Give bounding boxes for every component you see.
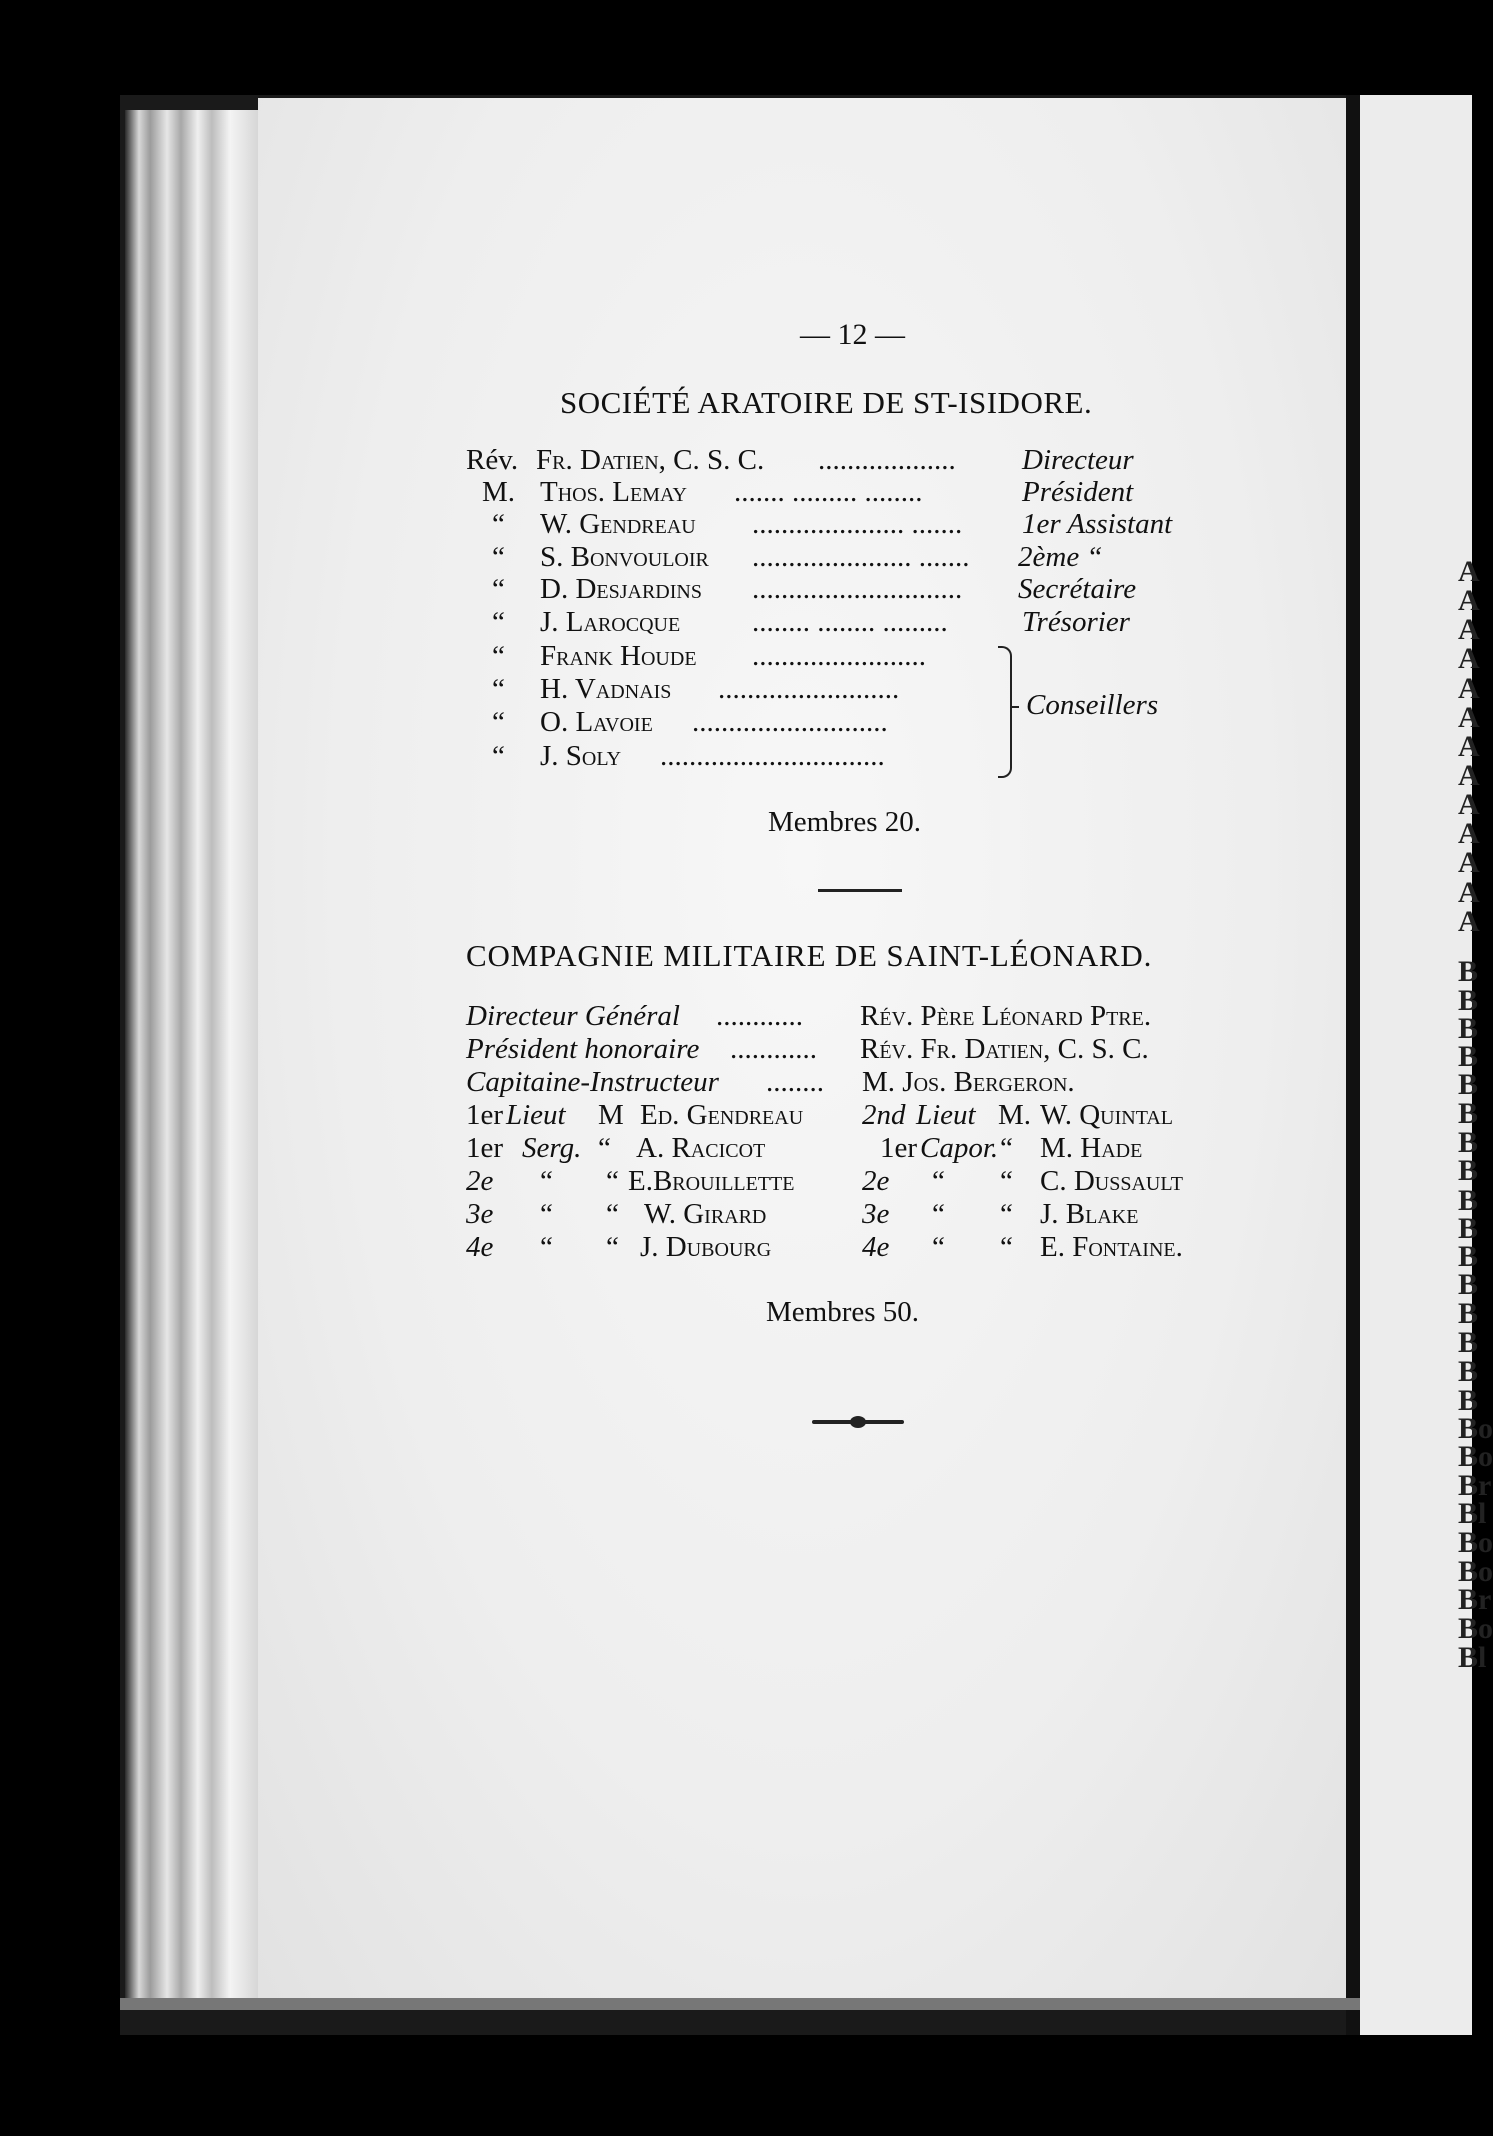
officer-dots-1: ............	[730, 1033, 817, 1065]
officer-name-6: Frank Houde	[540, 640, 697, 672]
officer-role-2: 1er Assistant	[1022, 508, 1173, 540]
rank-right-mark-2: “	[1000, 1165, 1013, 1197]
adjacent-page-letter: B	[1458, 1068, 1479, 1101]
rank-left-4: 4e	[466, 1231, 494, 1263]
officer-name-5: J. Larocque	[540, 606, 681, 638]
officer-value-2: M. Jos. Bergeron.	[862, 1066, 1075, 1098]
rank-left-title-3: “	[540, 1198, 553, 1230]
officer-title-1: Président honoraire	[466, 1033, 700, 1065]
leader-dots-6: ........................	[752, 640, 926, 672]
leader-dots-7: .........................	[718, 673, 900, 705]
rank-left-name-3: W. Girard	[644, 1198, 767, 1230]
adjacent-page-letter: Br	[1458, 1583, 1492, 1616]
rank-right-title-2: “	[932, 1165, 945, 1197]
officer-name-3: S. Bonvouloir	[540, 541, 709, 573]
officer-role-1: Président	[1022, 476, 1134, 508]
rank-left-mark-3: “	[606, 1198, 619, 1230]
rank-left-mark-0: M	[598, 1099, 624, 1131]
adjacent-page-letter: Bo	[1458, 1526, 1493, 1559]
prefix-5: “	[492, 606, 505, 638]
rank-right-0: 2nd	[862, 1099, 906, 1131]
rank-right-mark-3: “	[1000, 1198, 1013, 1230]
adjacent-page-letter: Bo	[1458, 1555, 1493, 1588]
adjacent-page-letter: A	[1458, 817, 1480, 850]
rank-left-name-1: A. Racicot	[636, 1132, 766, 1164]
rank-left-mark-2: “	[606, 1165, 619, 1197]
officer-title-0: Directeur Général	[466, 1000, 680, 1032]
members-count-2: Membres 50.	[766, 1296, 920, 1328]
section-title-societe: SOCIÉTÉ ARATOIRE DE ST-ISIDORE.	[560, 385, 1093, 420]
rank-left-0: 1er	[466, 1099, 504, 1131]
rank-left-title-1: Serg.	[522, 1132, 582, 1164]
officer-name-7: H. Vadnais	[540, 673, 672, 705]
adjacent-page-letter: B	[1458, 1240, 1479, 1273]
adjacent-page-letter: B	[1458, 1126, 1479, 1159]
officer-name-1: Thos. Lemay	[540, 476, 687, 508]
adjacent-page-fragment	[1360, 95, 1493, 2035]
adjacent-page-letter: B	[1458, 1355, 1479, 1388]
rank-right-mark-4: “	[1000, 1231, 1013, 1263]
adjacent-page-letter: Bo	[1458, 1440, 1493, 1473]
adjacent-page-letter: B	[1458, 1184, 1479, 1217]
adjacent-page-letter: A	[1458, 788, 1480, 821]
leader-dots-1: ....... ......... ........	[734, 476, 923, 508]
rank-right-3: 3e	[862, 1198, 890, 1230]
ornament-divider	[812, 1420, 904, 1424]
officer-role-0: Directeur	[1022, 444, 1134, 476]
section-title-compagnie: COMPAGNIE MILITAIRE DE SAINT-LÉONARD.	[466, 938, 1153, 973]
leader-dots-3: ...................... .......	[752, 541, 970, 573]
counsellors-bracket	[998, 646, 1012, 778]
rank-left-title-0: Lieut	[506, 1099, 566, 1131]
adjacent-page-letter: A	[1458, 876, 1480, 909]
adjacent-page-letter: B	[1458, 1268, 1479, 1301]
rank-right-name-3: J. Blake	[1040, 1198, 1139, 1230]
rank-left-2: 2e	[466, 1165, 494, 1197]
officer-value-1: Rév. Fr. Datien, C. S. C.	[860, 1033, 1149, 1065]
prefix-4: “	[492, 573, 505, 605]
adjacent-page-letter: A	[1458, 730, 1480, 763]
rank-left-title-2: “	[540, 1165, 553, 1197]
prefix-3: “	[492, 541, 505, 573]
adjacent-page-letter: A	[1458, 846, 1480, 879]
rank-right-mark-1: “	[1000, 1132, 1013, 1164]
adjacent-page-letter: B	[1458, 1012, 1479, 1045]
page-gutter	[1346, 95, 1360, 2035]
leader-dots-5: ........ ........ .........	[752, 606, 948, 638]
officer-role-3: 2ème “	[1018, 541, 1103, 573]
rank-right-title-4: “	[932, 1231, 945, 1263]
adjacent-page-letter: B	[1458, 1154, 1479, 1187]
rank-right-4: 4e	[862, 1231, 890, 1263]
adjacent-page-letter: B	[1458, 984, 1479, 1017]
leader-dots-8: ...........................	[692, 706, 888, 738]
officer-dots-2: ........	[766, 1066, 824, 1098]
page-number: — 12 —	[800, 318, 905, 351]
officer-name-0: Fr. Datien, C. S. C.	[536, 444, 765, 476]
adjacent-page-letter: Bl	[1458, 1641, 1487, 1674]
prefix-2: “	[492, 508, 505, 540]
adjacent-page-letter: Br	[1458, 1469, 1492, 1502]
rank-right-name-0: W. Quintal	[1040, 1099, 1173, 1131]
officer-name-9: J. Soly	[540, 740, 622, 772]
leader-dots-9: ...............................	[660, 740, 885, 772]
rank-right-2: 2e	[862, 1165, 890, 1197]
prefix-8: “	[492, 706, 505, 738]
prefix-0: Rév.	[466, 444, 519, 476]
counsellors-label: Conseillers	[1026, 689, 1159, 721]
adjacent-page-letter: A	[1458, 701, 1480, 734]
rank-right-mark-0: M.	[998, 1099, 1032, 1131]
rank-right-name-4: E. Fontaine.	[1040, 1231, 1183, 1263]
adjacent-page-letter: A	[1458, 672, 1480, 705]
adjacent-page-letter: B	[1458, 1384, 1479, 1417]
prefix-1: M.	[482, 476, 516, 508]
adjacent-page-letter: A	[1458, 759, 1480, 792]
adjacent-page-letter: A	[1458, 642, 1480, 675]
rank-left-name-0: Ed. Gendreau	[640, 1099, 804, 1131]
officer-name-2: W. Gendreau	[540, 508, 696, 540]
rank-right-name-2: C. Dussault	[1040, 1165, 1183, 1197]
adjacent-page-letter: A	[1458, 584, 1480, 617]
section-divider	[818, 889, 902, 892]
rank-left-mark-4: “	[606, 1231, 619, 1263]
rank-left-1: 1er	[466, 1132, 504, 1164]
prefix-9: “	[492, 740, 505, 772]
adjacent-page-letter: B	[1458, 1326, 1479, 1359]
rank-right-title-0: Lieut	[916, 1099, 976, 1131]
adjacent-page-letter: B	[1458, 1212, 1479, 1245]
adjacent-page-letter: Bo	[1458, 1612, 1493, 1645]
prefix-7: “	[492, 673, 505, 705]
leader-dots-4: .............................	[752, 573, 963, 605]
rank-left-name-2: E.Brouillette	[628, 1165, 795, 1197]
prefix-6: “	[492, 640, 505, 672]
leader-dots-0: ...................	[818, 444, 956, 476]
rank-right-name-1: M. Hade	[1040, 1132, 1143, 1164]
adjacent-page-letter: B	[1458, 1040, 1479, 1073]
adjacent-page-letter: B	[1458, 1297, 1479, 1330]
stacked-page-edges	[125, 110, 265, 2000]
adjacent-page-letter: B	[1458, 955, 1479, 988]
rank-right-title-3: “	[932, 1198, 945, 1230]
members-count-1: Membres 20.	[768, 806, 922, 838]
adjacent-page-letter: Bo	[1458, 1412, 1493, 1445]
adjacent-page-letter: B	[1458, 1097, 1479, 1130]
adjacent-page-letter: A	[1458, 613, 1480, 646]
officer-role-4: Secrétaire	[1018, 573, 1137, 605]
rank-left-title-4: “	[540, 1231, 553, 1263]
officer-title-2: Capitaine-Instructeur	[466, 1066, 719, 1098]
rank-left-name-4: J. Dubourg	[640, 1231, 772, 1263]
leader-dots-2: ..................... .......	[752, 508, 963, 540]
officer-name-8: O. Lavoie	[540, 706, 653, 738]
officer-value-0: Rév. Père Léonard Ptre.	[860, 1000, 1152, 1032]
page-bottom-edge	[120, 1998, 1360, 2010]
rank-left-3: 3e	[466, 1198, 494, 1230]
adjacent-page-letter: Bl	[1458, 1497, 1487, 1530]
officer-dots-0: ............	[716, 1000, 803, 1032]
rank-right-title-1: Capor.	[920, 1132, 999, 1164]
officer-name-4: D. Desjardins	[540, 573, 702, 605]
adjacent-page-letter: A	[1458, 555, 1480, 588]
officer-role-5: Trésorier	[1022, 606, 1130, 638]
rank-right-1: 1er	[880, 1132, 918, 1164]
adjacent-page-letter: A	[1458, 905, 1480, 938]
rank-left-mark-1: “	[598, 1132, 611, 1164]
